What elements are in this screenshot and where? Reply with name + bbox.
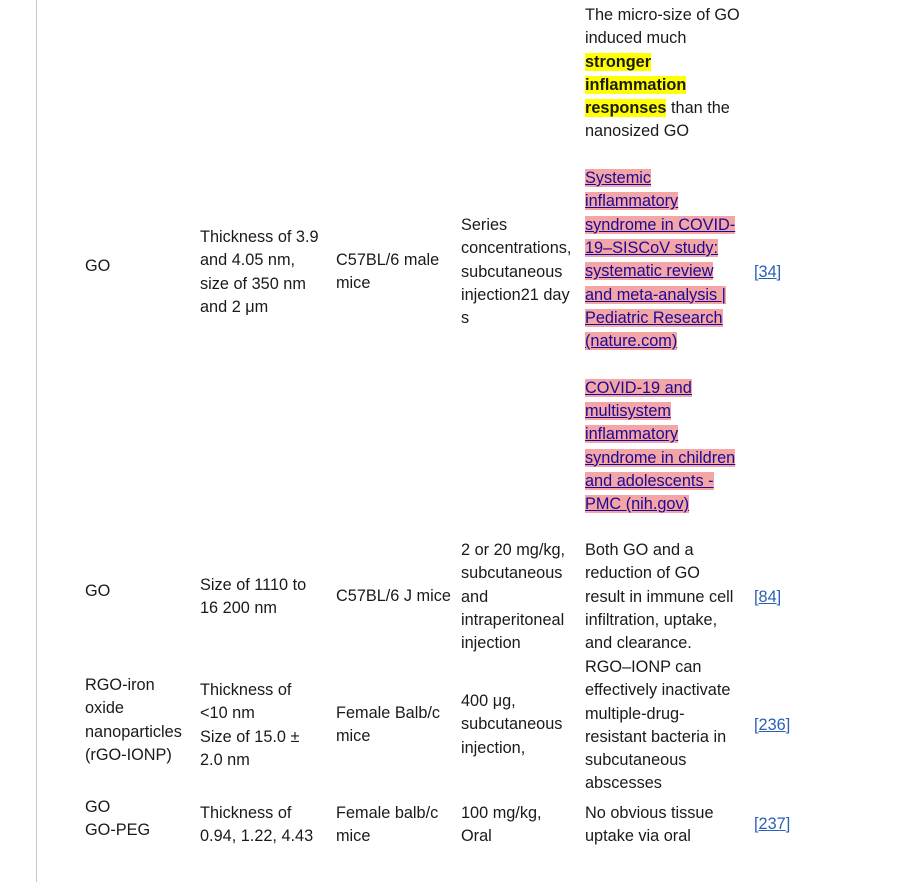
dose-cell: 2 or 20 mg/kg, subcutaneous and intraperitoneal injection [461,541,566,653]
reference-cell: [237] [754,815,791,833]
table-left-border [36,0,37,882]
link-siscov-study[interactable]: Systemic inflammatory syndrome in COVID- 19–SISCoV study: systematic review and meta-analysis | Pediatric Research (nature.com) [585,169,736,351]
reference-cell: [34] [754,263,782,281]
reference-link[interactable]: 34 [758,263,777,281]
model-cell: C57BL/6 J mice [336,587,451,605]
outcome-cell: RGO–IONP can effectively inactivate multiple-drug- resistant bacteria in subcutaneous abscesses [585,658,731,793]
model-cell: C57BL/6 male mice [336,251,440,293]
dose-cell: 100 mg/kg, Oral [461,804,542,846]
reference-cell: [236] [754,716,791,734]
size-cell: Thickness of <10 nm Size of 15.0 ± 2.0 nm [200,681,300,769]
highlighted-text: inflammation [585,75,687,94]
size-cell: Thickness of 3.9 and 4.05 nm, size of 350 nm and 2 μm [200,228,319,316]
model-cell: Female Balb/c mice [336,704,441,746]
reference-link[interactable]: 84 [758,588,777,606]
highlighted-text: responses [585,99,667,118]
material-cell: GO [85,257,111,276]
reference-link[interactable]: 237 [758,815,786,833]
reference-cell: [84] [754,588,782,606]
reference-link[interactable]: 236 [758,716,786,734]
outcome-cell: No obvious tissue uptake via oral [585,804,714,846]
dose-cell: Series concentrations, subcutaneous injection21 day s [461,216,572,328]
material-cell: GO [85,582,111,600]
outcome-cell: The micro-size of GO induced much stronger inflammation responses than the nanosized GO Systemic inflammatory syndrome in COVID- 19–SISCoV study: systematic review and meta-analysis | Pediatric Research (nature.com) COVID-19 and multisystem inflammatory syndrome in children and adolescents - PMC (nih.gov) [585,4,753,517]
size-cell: Size of 1110 to 16 200 nm [200,576,307,618]
size-cell: Thickness of 0.94, 1.22, 4.43 [200,804,314,846]
material-cell: RGO-iron oxide nanoparticles (rGO-IONP) [85,676,182,764]
dose-cell: 400 μg, subcutaneous injection, [461,692,563,757]
link-pmc-mis-c[interactable]: COVID-19 and multisystem inflammatory syndrome in children and adolescents - PMC (nih.gov) [585,378,736,514]
outcome-cell: Both GO and a reduction of GO result in immune cell infiltration, uptake, and clearance. [585,541,734,653]
highlighted-text: stronger [585,52,652,71]
model-cell: Female balb/c mice [336,804,439,846]
material-cell: GO GO-PEG [85,798,151,840]
